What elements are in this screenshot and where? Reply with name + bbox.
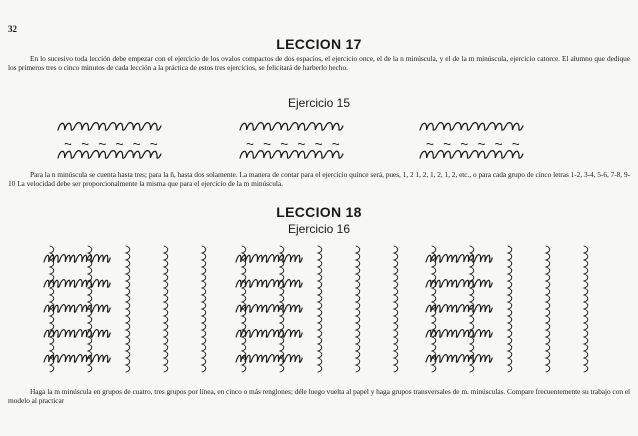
lesson-18-title: LECCION 18 <box>276 204 362 220</box>
exercise-15-instructions: Para la n minúscula se cuenta hasta tres; para la ñ, hasta dos solamente. La manera de contar para el ejercicio quince será, pues, 1, 2 1, 2, 1, 2, 1, 2, etc., o para cada grupo de cinco letras 1-2, 3-4, 5-6, 7-8, 9-10 La velocidad debe ser proporcionalmente la misma que para el ejercicio de la m minúscula. <box>8 170 630 188</box>
enye-script-tilde <box>427 143 433 144</box>
enye-script-tilde <box>298 143 304 144</box>
exercise-15-n-row <box>0 112 638 138</box>
enye-script-tilde <box>513 143 519 144</box>
n-script-group-2 <box>240 123 343 131</box>
lesson-17-title: LECCION 17 <box>276 36 362 52</box>
n-script-row-svg <box>0 112 638 138</box>
m-grid-2 <box>230 240 410 380</box>
exercise-16-instructions: Haga la m minúscula en grupos de cuatro, tres grupos por línea, en cinco o más renglones; déle luego vuelta al papel y haga grupos transversales de m. minúsculas. Compare frecuentemente su trabajo con el modelo al practicar <box>8 387 630 405</box>
enye-script-tilde <box>99 143 105 144</box>
enye-script-tilde <box>281 143 287 144</box>
enye-script-row-svg <box>0 140 638 166</box>
enye-script-tilde <box>151 143 157 144</box>
enye-script-group-1 <box>58 151 161 159</box>
enye-script-tilde <box>496 143 502 144</box>
enye-script-tilde <box>333 143 339 144</box>
m-transversal-column-3 <box>126 246 130 372</box>
enye-script-tilde <box>478 143 484 144</box>
m-transversal-column-4 <box>164 246 168 372</box>
exercise-16-title: Ejercicio 16 <box>287 222 351 236</box>
exercise-15-title: Ejercicio 15 <box>287 96 351 110</box>
exercise-15-enye-row <box>0 140 638 166</box>
enye-script-tilde <box>116 143 122 144</box>
enye-script-tilde <box>461 143 467 144</box>
enye-script-tilde <box>247 143 253 144</box>
enye-script-group-2 <box>240 151 343 159</box>
lesson-17-intro: En lo sucesivo toda lección debe empezar con el ejercicio de los ovalos compactos de dos espacios, el ejercicio once, el de la n minúscula, y el de la m minúscula, ejercicio catorce. El alumno que dedique los primeros tres o cinco minutos de cada lección a la práctica de estos tres ejercicios, se felicitará de harberlo hecho. <box>8 54 630 72</box>
m-transversal-column-5 <box>394 246 398 372</box>
n-script-group-3 <box>420 123 523 131</box>
m-transversal-column-3 <box>318 246 322 372</box>
page-number: 32 <box>8 24 17 34</box>
m-grid-1 <box>38 240 218 380</box>
m-transversal-column-3 <box>508 246 512 372</box>
enye-script-tilde <box>134 143 140 144</box>
m-transversal-column-4 <box>546 246 550 372</box>
enye-script-tilde <box>316 143 322 144</box>
enye-script-tilde <box>65 143 71 144</box>
m-transversal-column-5 <box>584 246 588 372</box>
enye-script-tilde <box>82 143 88 144</box>
enye-script-group-3 <box>420 151 523 159</box>
n-script-group-1 <box>58 123 161 131</box>
enye-script-tilde <box>264 143 270 144</box>
enye-script-tilde <box>444 143 450 144</box>
m-transversal-column-4 <box>356 246 360 372</box>
m-transversal-column-5 <box>202 246 206 372</box>
m-grid-3 <box>420 240 600 380</box>
